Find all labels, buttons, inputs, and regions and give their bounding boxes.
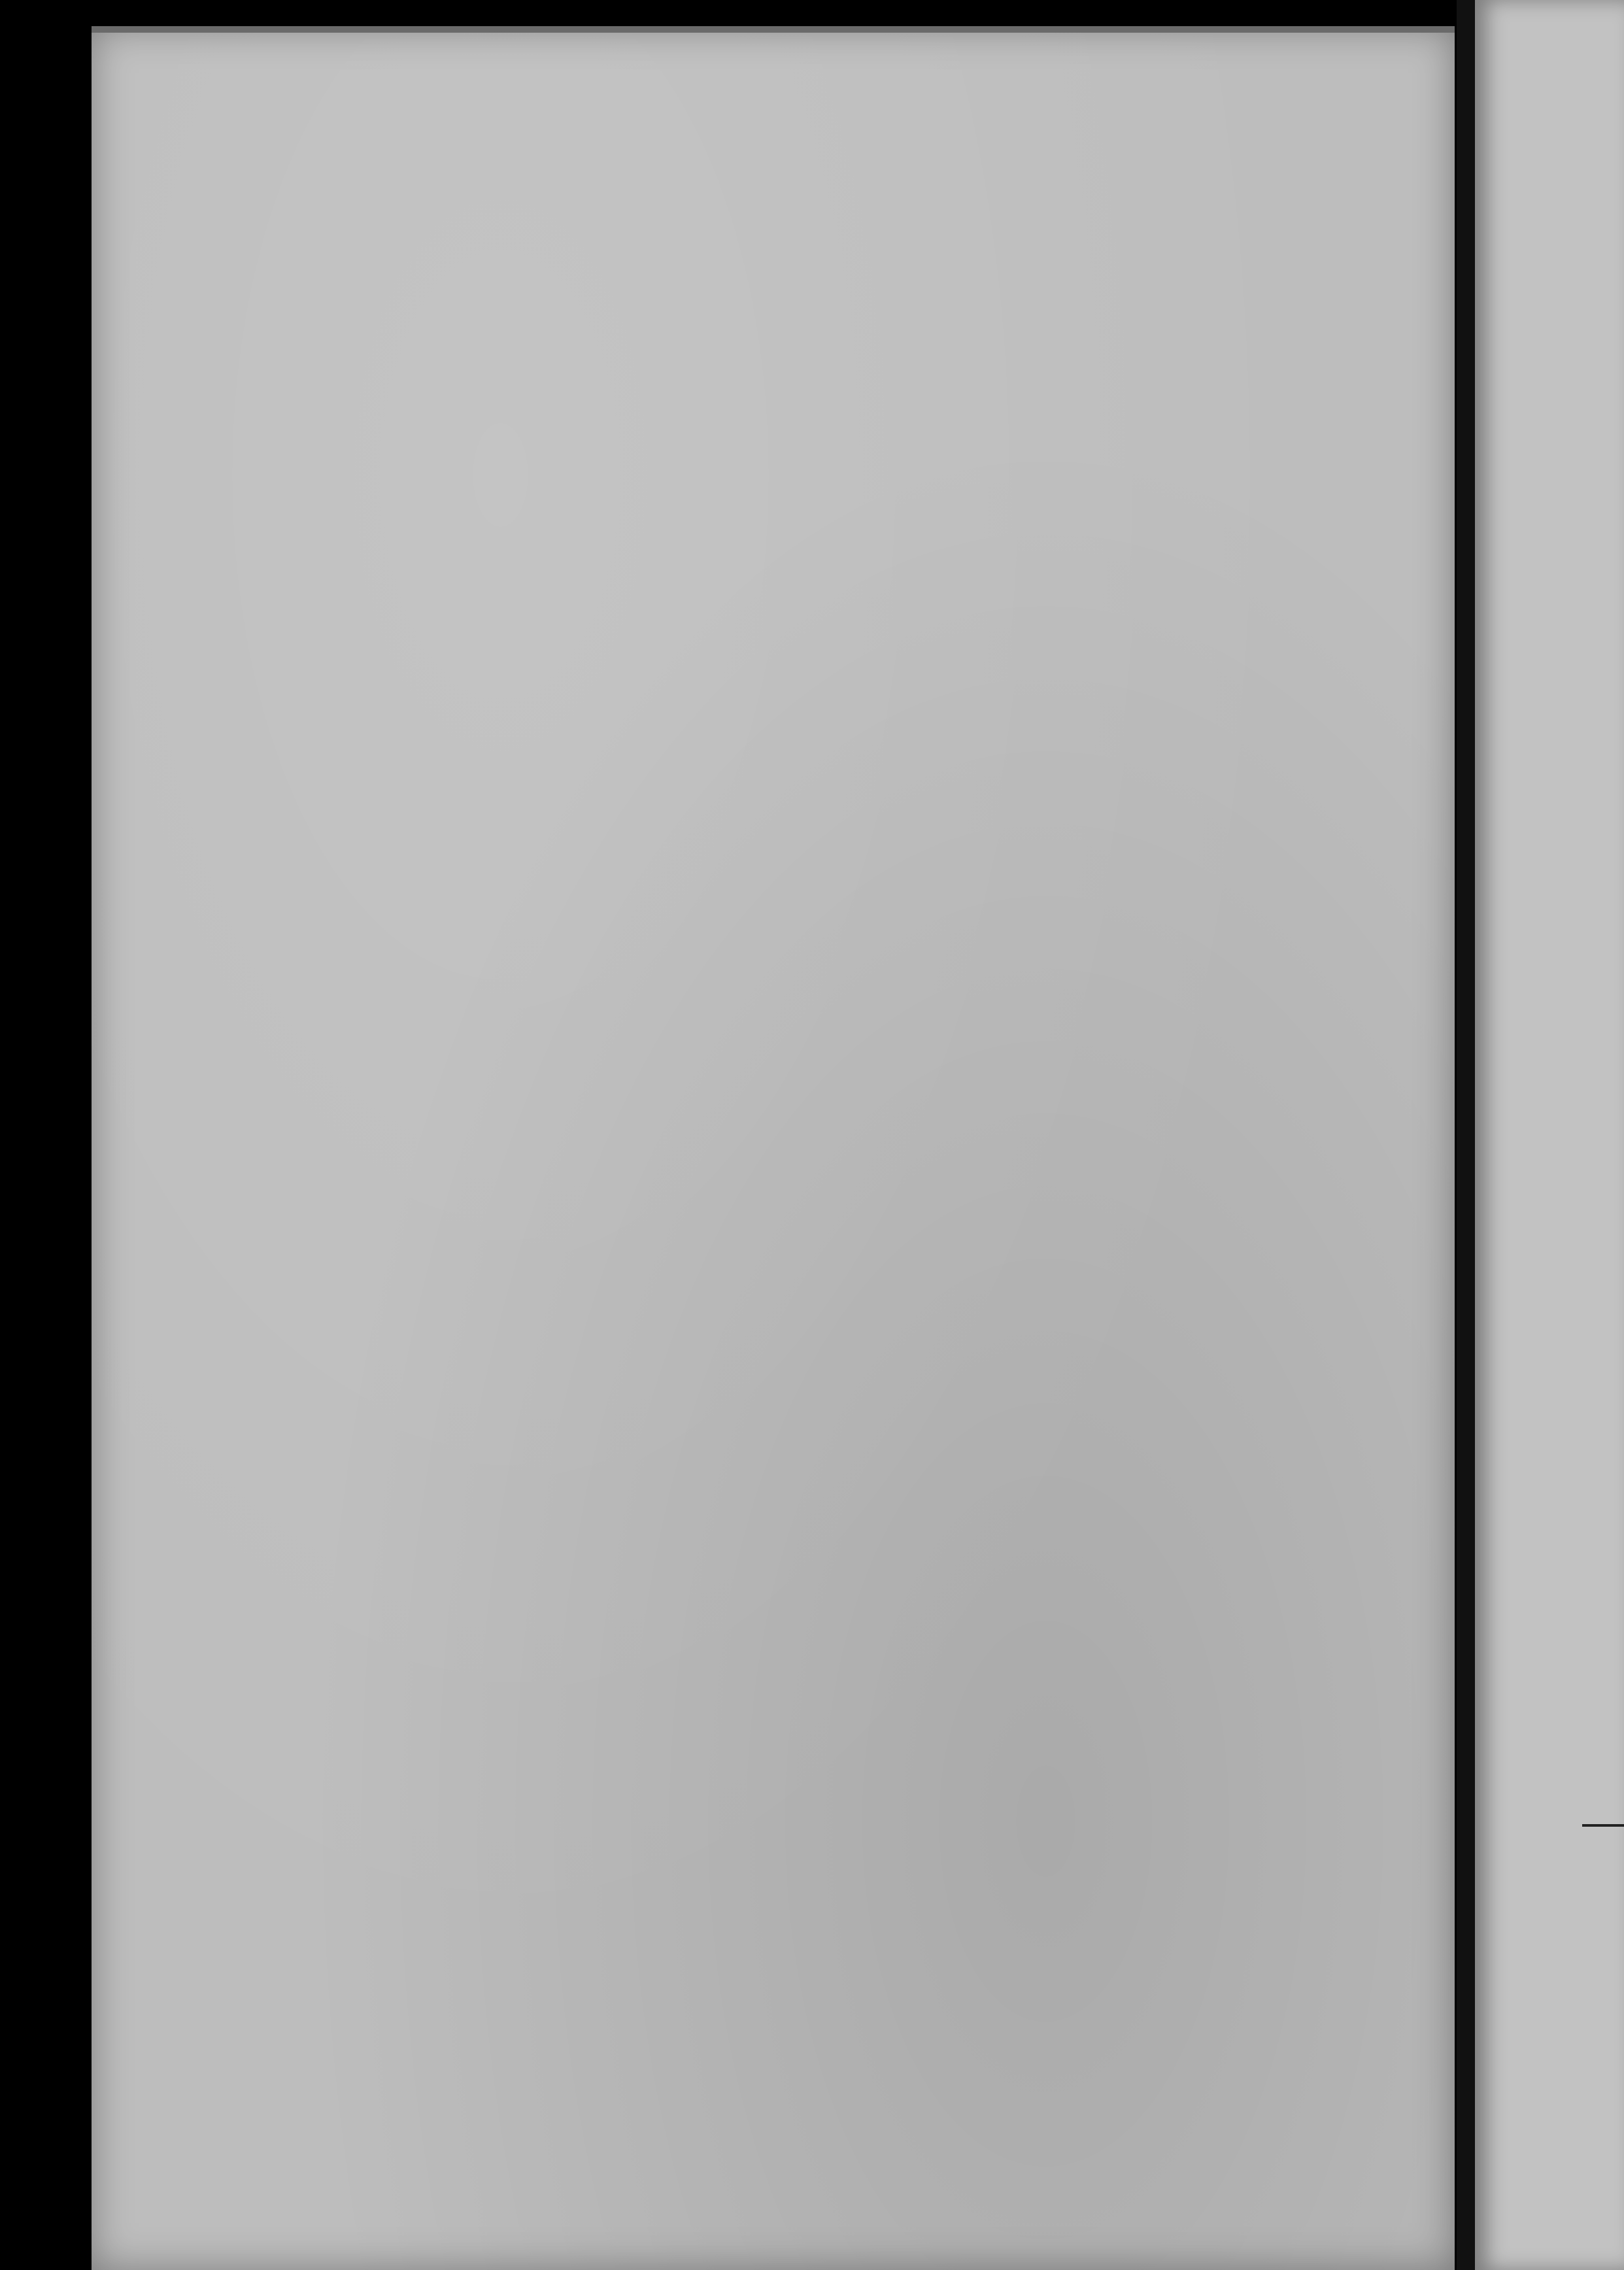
facing-page-rule [1582,1824,1624,1827]
page-top-edge [92,26,1455,33]
document-page [92,26,1455,2270]
book-gutter [1457,0,1475,2270]
facing-page [1475,0,1624,2270]
